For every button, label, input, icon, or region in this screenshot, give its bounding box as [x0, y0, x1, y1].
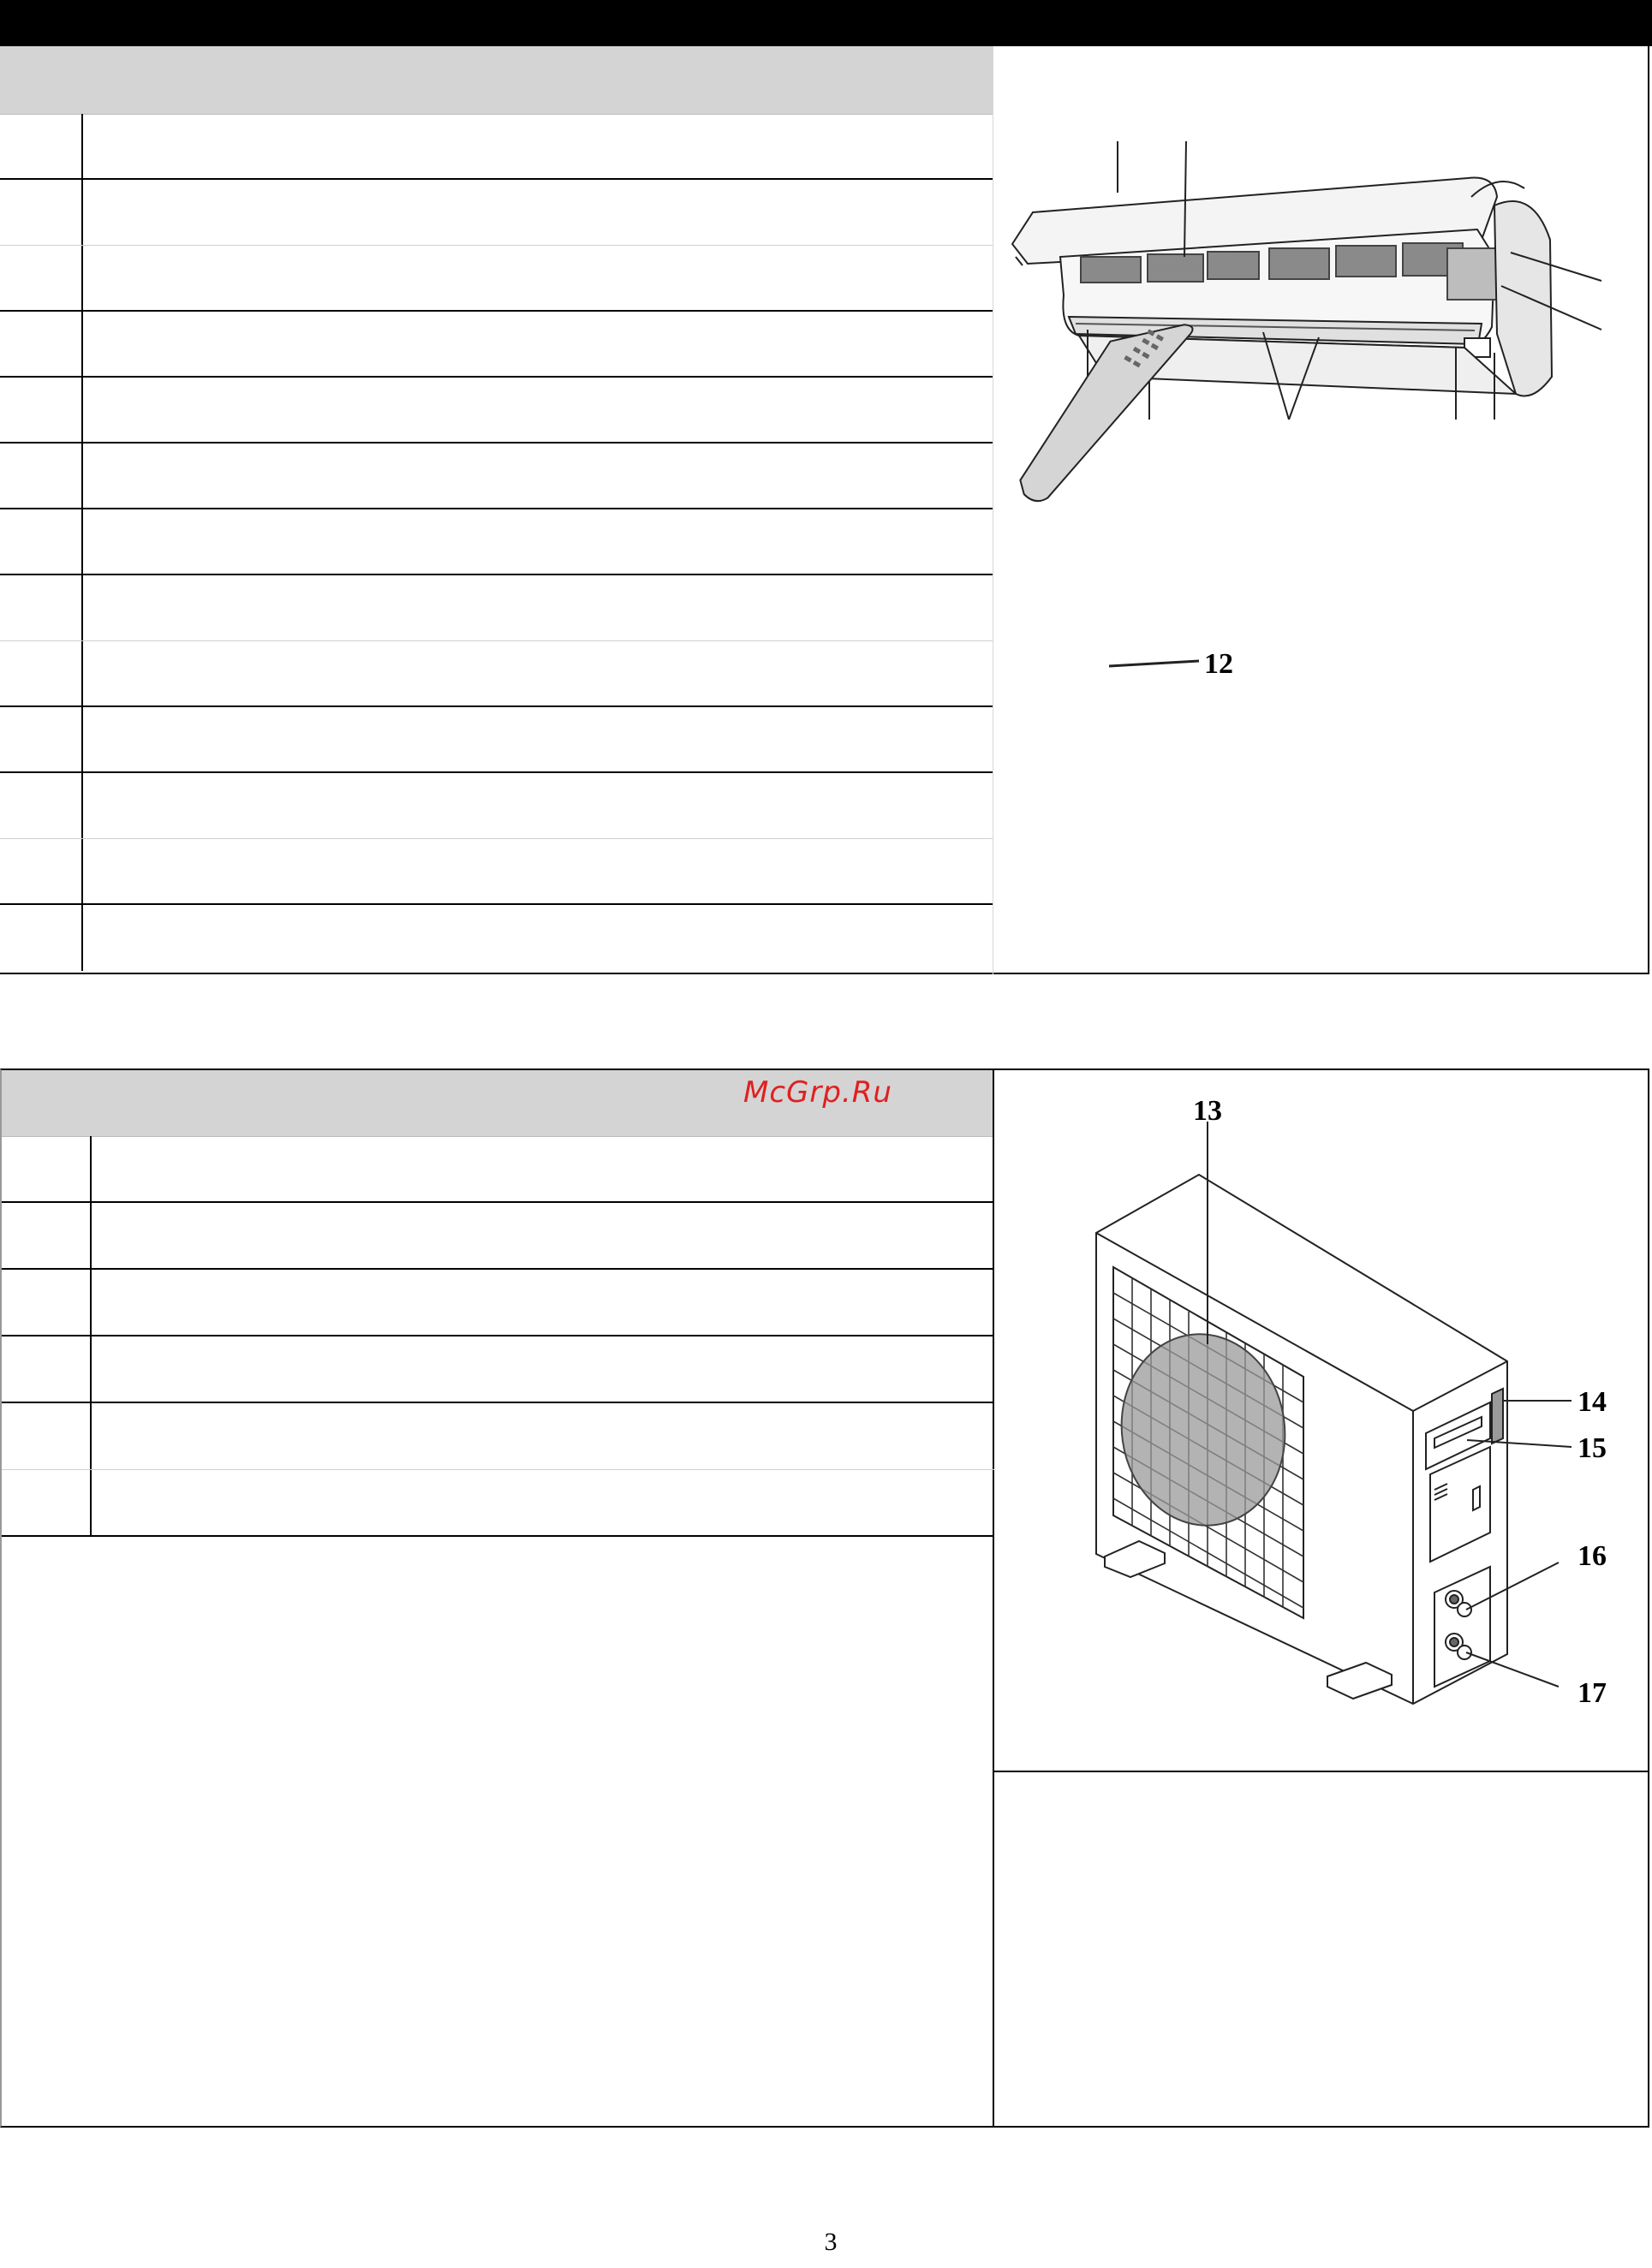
row-number [0, 905, 83, 971]
row-description [94, 905, 984, 971]
outdoor-unit-illustration [1071, 1087, 1644, 1738]
callout-15: 15 [1577, 1432, 1607, 1464]
table-row [0, 707, 993, 773]
row-number [0, 246, 83, 310]
row-number [0, 575, 83, 640]
row-description [94, 443, 984, 508]
table-row [0, 575, 993, 641]
row-description [94, 575, 984, 640]
row-description [96, 1136, 986, 1201]
indoor-table-header [0, 46, 993, 115]
indoor-unit-illustration [1002, 120, 1610, 719]
callout-17: 17 [1577, 1677, 1607, 1709]
row-number [0, 114, 83, 178]
table-row [0, 905, 993, 971]
watermark-text: McGrp.Ru [743, 1075, 892, 1110]
table-row [2, 1136, 994, 1203]
table-row [0, 773, 993, 839]
row-description [96, 1203, 986, 1268]
row-number [0, 443, 83, 508]
row-description [96, 1470, 986, 1535]
table-row [0, 312, 993, 378]
row-number [0, 378, 83, 442]
row-description [94, 839, 984, 903]
row-description [94, 509, 984, 574]
top-black-bar [0, 0, 1652, 46]
table-row [0, 114, 993, 180]
row-number [0, 509, 83, 574]
row-number [2, 1136, 92, 1201]
row-description [94, 641, 984, 705]
row-description [94, 180, 984, 245]
callout-16: 16 [1577, 1540, 1607, 1572]
row-number [0, 839, 83, 903]
row-description [96, 1270, 986, 1335]
row-number [2, 1403, 92, 1469]
table-row [0, 246, 993, 312]
row-number [2, 1470, 92, 1535]
table-row [2, 1403, 994, 1470]
table-row [0, 839, 993, 905]
callout-14: 14 [1577, 1386, 1607, 1418]
row-description [94, 246, 984, 310]
row-description [94, 707, 984, 771]
row-description [94, 114, 984, 178]
table-row [0, 509, 993, 575]
callout-13: 13 [1193, 1095, 1222, 1127]
table-row [0, 641, 993, 707]
callout-12: 12 [1204, 648, 1233, 680]
table-row [0, 443, 993, 509]
page-number: 3 [824, 2228, 838, 2256]
row-description [96, 1403, 986, 1469]
row-number [0, 312, 83, 376]
table-row [0, 180, 993, 246]
row-description [96, 1336, 986, 1402]
row-number [0, 180, 83, 245]
table-row [2, 1470, 994, 1537]
row-number [0, 707, 83, 771]
row-number [0, 773, 83, 838]
table-row [2, 1270, 994, 1336]
row-number [0, 641, 83, 705]
outdoor-figure-divider [994, 1771, 1648, 1772]
row-number [2, 1336, 92, 1402]
table-row [2, 1203, 994, 1270]
table-row [0, 378, 993, 443]
row-description [94, 312, 984, 376]
row-number [2, 1270, 92, 1335]
table-row [2, 1336, 994, 1403]
row-description [94, 378, 984, 442]
remote-control-icon [1015, 291, 1199, 666]
row-description [94, 773, 984, 838]
row-number [2, 1203, 92, 1268]
